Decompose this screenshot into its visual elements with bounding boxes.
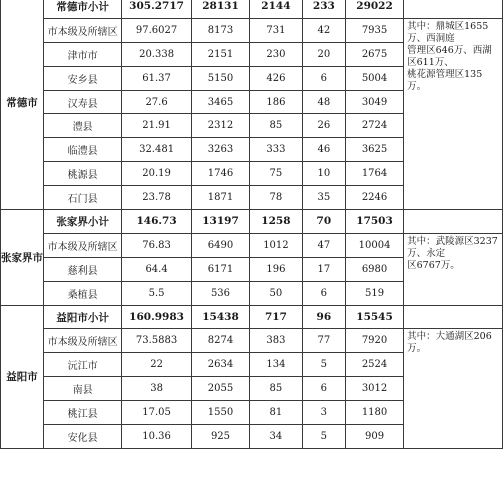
value-cell-1: 32.481	[122, 138, 192, 162]
value-cell-5: 2675	[345, 42, 403, 66]
value-cell-3: 717	[250, 305, 303, 329]
value-cell-3: 333	[250, 138, 303, 162]
table-row	[1, 233, 503, 257]
value-cell-1: 27.6	[122, 90, 192, 114]
value-cell-4: 47	[302, 233, 345, 257]
value-cell-2: 2312	[191, 114, 249, 138]
district-name-cell: 张家界小计	[44, 210, 122, 234]
value-cell-4: 96	[302, 305, 345, 329]
value-cell-1: 305.2717	[122, 0, 192, 18]
value-cell-5: 3012	[345, 377, 403, 401]
value-cell-1: 20.338	[122, 42, 192, 66]
value-cell-4: 35	[302, 186, 345, 210]
value-cell-5: 3049	[345, 90, 403, 114]
value-cell-3: 1258	[250, 210, 303, 234]
table-row	[1, 18, 503, 42]
value-cell-5: 2246	[345, 186, 403, 210]
value-cell-2: 2151	[191, 42, 249, 66]
district-name-cell: 安化县	[44, 425, 122, 449]
value-cell-1: 38	[122, 377, 192, 401]
city-name-cell: 常德市	[1, 0, 44, 210]
value-cell-2: 536	[191, 281, 249, 305]
value-cell-3: 731	[250, 18, 303, 42]
value-cell-2: 6171	[191, 257, 249, 281]
remark-cell	[404, 329, 503, 448]
value-cell-4: 26	[302, 114, 345, 138]
value-cell-1: 61.37	[122, 66, 192, 90]
remark-line: 其中：大通湖区206万。	[407, 331, 492, 355]
value-cell-2: 8173	[191, 18, 249, 42]
city-name-cell: 益阳市	[1, 305, 44, 448]
value-cell-5: 7935	[345, 18, 403, 42]
district-name-cell: 临澧县	[44, 138, 122, 162]
value-cell-1: 17.05	[122, 401, 192, 425]
value-cell-5: 6980	[345, 257, 403, 281]
district-name-cell: 市本级及所辖区	[44, 233, 122, 257]
value-cell-4: 70	[302, 210, 345, 234]
remark-cell-empty	[404, 0, 503, 18]
value-cell-4: 77	[302, 329, 345, 353]
subtotal-row	[1, 0, 503, 18]
value-cell-2: 15438	[191, 305, 249, 329]
value-cell-3: 85	[250, 377, 303, 401]
value-cell-4: 3	[302, 401, 345, 425]
value-cell-4: 42	[302, 18, 345, 42]
value-cell-3: 75	[250, 162, 303, 186]
value-cell-1: 21.91	[122, 114, 192, 138]
city-name-cell: 张家界市	[1, 210, 44, 306]
value-cell-4: 48	[302, 90, 345, 114]
value-cell-5: 15545	[345, 305, 403, 329]
remark-cell	[404, 233, 503, 305]
value-cell-4: 20	[302, 42, 345, 66]
value-cell-2: 5150	[191, 66, 249, 90]
value-cell-2: 925	[191, 425, 249, 449]
value-cell-3: 2144	[250, 0, 303, 18]
remark-cell-empty	[404, 305, 503, 329]
value-cell-5: 2724	[345, 114, 403, 138]
district-name-cell: 市本级及所辖区	[44, 329, 122, 353]
value-cell-3: 230	[250, 42, 303, 66]
value-cell-5: 1180	[345, 401, 403, 425]
value-cell-4: 6	[302, 66, 345, 90]
value-cell-1: 23.78	[122, 186, 192, 210]
value-cell-5: 3625	[345, 138, 403, 162]
table-row	[1, 329, 503, 353]
value-cell-5: 17503	[345, 210, 403, 234]
value-cell-5: 519	[345, 281, 403, 305]
district-name-cell: 慈利县	[44, 257, 122, 281]
value-cell-3: 1012	[250, 233, 303, 257]
district-name-cell: 沅江市	[44, 353, 122, 377]
value-cell-1: 5.5	[122, 281, 192, 305]
district-name-cell: 澧县	[44, 114, 122, 138]
value-cell-2: 3263	[191, 138, 249, 162]
subtotal-row	[1, 210, 503, 234]
remark-cell-empty	[404, 210, 503, 234]
value-cell-2: 6490	[191, 233, 249, 257]
value-cell-5: 29022	[345, 0, 403, 18]
remark-line: 其中：鼎城区1655万、西洞庭	[407, 20, 489, 44]
value-cell-3: 426	[250, 66, 303, 90]
remark-line: 管理区646万、西湖区611万、	[407, 44, 492, 68]
value-cell-1: 73.5883	[122, 329, 192, 353]
value-cell-3: 196	[250, 257, 303, 281]
value-cell-5: 10004	[345, 233, 403, 257]
table-body	[1, 0, 503, 448]
district-name-cell: 汉寿县	[44, 90, 122, 114]
value-cell-5: 909	[345, 425, 403, 449]
value-cell-2: 1871	[191, 186, 249, 210]
value-cell-4: 46	[302, 138, 345, 162]
value-cell-5: 2524	[345, 353, 403, 377]
value-cell-2: 2055	[191, 377, 249, 401]
value-cell-4: 6	[302, 377, 345, 401]
value-cell-1: 97.6027	[122, 18, 192, 42]
district-name-cell: 桃源县	[44, 162, 122, 186]
value-cell-5: 1764	[345, 162, 403, 186]
value-cell-2: 8274	[191, 329, 249, 353]
value-cell-4: 17	[302, 257, 345, 281]
district-name-cell: 市本级及所辖区	[44, 18, 122, 42]
value-cell-3: 383	[250, 329, 303, 353]
value-cell-1: 10.36	[122, 425, 192, 449]
district-name-cell: 常德市小计	[44, 0, 122, 18]
value-cell-3: 85	[250, 114, 303, 138]
value-cell-4: 10	[302, 162, 345, 186]
value-cell-3: 134	[250, 353, 303, 377]
value-cell-2: 1550	[191, 401, 249, 425]
value-cell-1: 20.19	[122, 162, 192, 186]
value-cell-2: 13197	[191, 210, 249, 234]
remark-line: 桃花源管理区135万。	[407, 68, 483, 92]
value-cell-3: 34	[250, 425, 303, 449]
subtotal-row	[1, 305, 503, 329]
value-cell-4: 6	[302, 281, 345, 305]
value-cell-1: 160.9983	[122, 305, 192, 329]
value-cell-1: 64.4	[122, 257, 192, 281]
value-cell-3: 78	[250, 186, 303, 210]
value-cell-2: 28131	[191, 0, 249, 18]
value-cell-3: 81	[250, 401, 303, 425]
value-cell-5: 5004	[345, 66, 403, 90]
district-name-cell: 桑植县	[44, 281, 122, 305]
district-name-cell: 津市市	[44, 42, 122, 66]
district-name-cell: 南县	[44, 377, 122, 401]
district-name-cell: 石门县	[44, 186, 122, 210]
district-name-cell: 益阳市小计	[44, 305, 122, 329]
value-cell-4: 233	[302, 0, 345, 18]
value-cell-3: 50	[250, 281, 303, 305]
value-cell-3: 186	[250, 90, 303, 114]
value-cell-2: 1746	[191, 162, 249, 186]
district-name-cell: 桃江县	[44, 401, 122, 425]
district-name-cell: 安乡县	[44, 66, 122, 90]
remark-line: 区6767万。	[407, 259, 460, 271]
remark-line: 其中：武陵源区3237万、永定	[407, 235, 498, 259]
value-cell-4: 5	[302, 425, 345, 449]
value-cell-5: 7920	[345, 329, 403, 353]
value-cell-1: 146.73	[122, 210, 192, 234]
value-cell-1: 76.83	[122, 233, 192, 257]
remark-cell	[404, 18, 503, 209]
value-cell-2: 3465	[191, 90, 249, 114]
value-cell-2: 2634	[191, 353, 249, 377]
value-cell-4: 5	[302, 353, 345, 377]
value-cell-1: 22	[122, 353, 192, 377]
